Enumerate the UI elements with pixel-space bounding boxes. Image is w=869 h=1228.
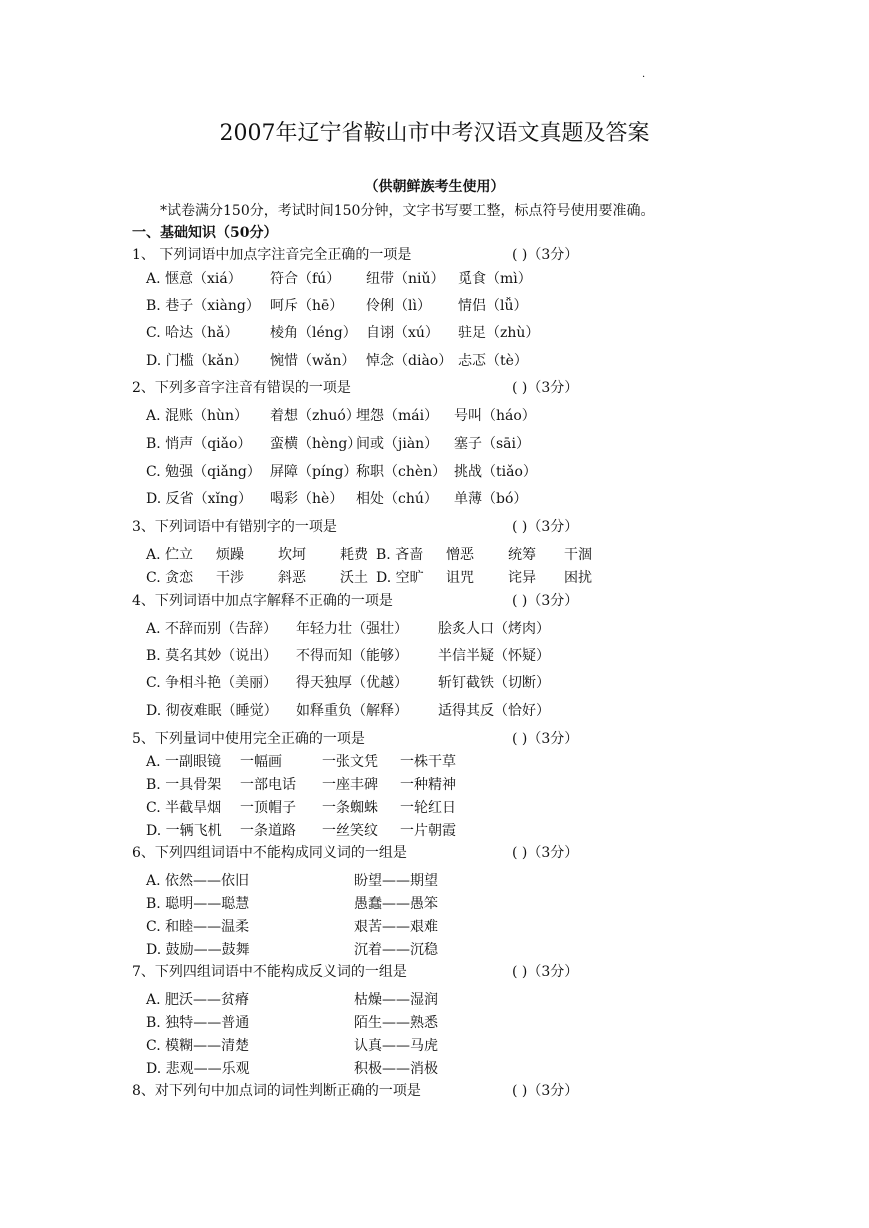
option-item: 单薄（bó）: [454, 491, 528, 507]
option-item: D. 彻夜难眠（睡觉）: [146, 703, 278, 719]
answer-bracket: ( )（3分）: [512, 380, 579, 396]
option-item: 悼念（diào）: [366, 353, 453, 369]
option-item: C. 半截旱烟: [146, 800, 222, 816]
question-5-stem: [132, 728, 652, 748]
option-item: C. 模糊——清楚: [146, 1038, 250, 1054]
option-item: C. 贪恋: [146, 570, 194, 586]
option-item: 愚蠢——愚笨: [354, 896, 438, 912]
option-item: D. 空旷: [376, 570, 424, 586]
option-item: 一丝笑纹: [322, 823, 378, 839]
option-item: D. 反省（xǐng）: [146, 491, 252, 507]
option-item: 驻足（zhù）: [458, 325, 540, 341]
option-item: C. 争相斗艳（美丽）: [146, 675, 278, 691]
option-item: 耗费: [340, 547, 368, 563]
option-item: B. 一具骨架: [146, 777, 222, 793]
option-item: 积极——消极: [354, 1061, 438, 1077]
option-item: 挑战（tiǎo）: [454, 464, 537, 480]
option-item: 烦躁: [216, 547, 244, 563]
question-3-stem: [132, 516, 652, 536]
option-item: 情侣（lǚ）: [458, 298, 528, 314]
option-item: 一顶帽子: [240, 800, 296, 816]
option-item: 伶俐（lì）: [366, 298, 431, 314]
answer-bracket: ( )（3分）: [512, 593, 579, 609]
option-item: 脍炙人口（烤肉）: [438, 621, 550, 637]
option-item: 干涸: [564, 547, 592, 563]
option-item: D. 鼓励——鼓舞: [146, 942, 250, 958]
question-2-stem: [132, 377, 652, 397]
option-item: B. 聪明——聪慧: [146, 896, 250, 912]
option-item: B. 独特——普通: [146, 1015, 250, 1031]
option-item: 纽带（niǔ）: [366, 271, 445, 287]
option-item: 如释重负（解释）: [296, 703, 408, 719]
option-item: 诅咒: [446, 570, 474, 586]
option-item: 一座丰碑: [322, 777, 378, 793]
option-item: 间或（jiàn）: [356, 436, 439, 452]
option-item: 蛮横（hèng）: [270, 436, 362, 452]
option-item: 一部电话: [240, 777, 296, 793]
option-item: 惋惜（wǎn）: [270, 353, 356, 369]
page-title: 2007年辽宁省鞍山市中考汉语文真题及答案: [219, 121, 650, 146]
option-item: 不得而知（能够）: [296, 648, 408, 664]
option-item: 斩钉截铁（切断）: [438, 675, 550, 691]
page-subtitle: （供朝鲜族考生使用）: [364, 179, 505, 195]
option-item: B. 莫名其妙（说出）: [146, 648, 278, 664]
option-item: 埋怨（mái）: [356, 408, 439, 424]
question-stem-text: 2、下列多音字注音有错误的一项是: [132, 380, 351, 396]
option-item: 忐忑（tè）: [458, 353, 528, 369]
question-stem-text: 1、 下列词语中加点字注音完全正确的一项是: [132, 247, 412, 263]
answer-bracket: ( )（3分）: [512, 964, 579, 980]
option-item: B. 巷子（xiàng）: [146, 298, 260, 314]
option-item: 半信半疑（怀疑）: [438, 648, 550, 664]
option-item: 坎坷: [278, 547, 306, 563]
option-item: 陌生——熟悉: [354, 1015, 438, 1031]
question-stem-text: 8、对下列句中加点词的词性判断正确的一项是: [132, 1083, 421, 1099]
option-item: A. 惬意（xiá）: [146, 271, 242, 287]
option-item: 一张文凭: [322, 754, 378, 770]
option-item: B. 吝啬: [376, 547, 424, 563]
option-item: 呵斥（hē）: [270, 298, 344, 314]
question-stem-text: 7、下列四组词语中不能构成反义词的一组是: [132, 964, 407, 980]
option-item: 一条道路: [240, 823, 296, 839]
option-item: 觅食（mì）: [458, 271, 532, 287]
option-item: 得天独厚（优越）: [296, 675, 408, 691]
option-item: 一幅画: [240, 754, 282, 770]
option-item: 着想（zhuó）: [270, 408, 360, 424]
option-item: C. 和睦——温柔: [146, 919, 250, 935]
option-item: 年轻力壮（强壮）: [296, 621, 408, 637]
option-item: 一片朝霞: [400, 823, 456, 839]
option-item: 屏障（píng）: [270, 464, 358, 480]
option-item: 一种精神: [400, 777, 456, 793]
page-dot: ·: [642, 72, 646, 83]
option-item: 统筹: [508, 547, 536, 563]
option-item: 斜恶: [278, 570, 306, 586]
option-item: 适得其反（恰好）: [438, 703, 550, 719]
question-6-stem: [132, 842, 652, 862]
option-item: 诧异: [508, 570, 536, 586]
option-item: C. 勉强（qiǎng）: [146, 464, 261, 480]
option-item: 憎恶: [446, 547, 474, 563]
option-item: 枯燥——湿润: [354, 992, 438, 1008]
option-item: 干涉: [216, 570, 244, 586]
option-item: A. 不辞而别（告辞）: [146, 621, 278, 637]
option-item: 沃土: [340, 570, 368, 586]
exam-note: *试卷满分150分，考试时间150分钟，文字书写要工整，标点符号使用要准确。: [160, 203, 655, 219]
option-item: 称职（chèn）: [356, 464, 447, 480]
question-4-stem: [132, 590, 652, 610]
question-8-stem: [132, 1080, 652, 1100]
option-item: D. 悲观——乐观: [146, 1061, 250, 1077]
option-item: A. 伫立: [146, 547, 194, 563]
option-item: 棱角（léng）: [270, 325, 357, 341]
question-7-stem: [132, 961, 652, 981]
option-item: 沉着——沉稳: [354, 942, 438, 958]
option-item: A. 一副眼镜: [146, 754, 222, 770]
option-item: 符合（fú）: [270, 271, 341, 287]
option-item: 一轮红日: [400, 800, 456, 816]
question-1-stem: [132, 244, 652, 264]
option-item: 盼望——期望: [354, 873, 438, 889]
option-item: D. 一辆飞机: [146, 823, 222, 839]
option-item: 自诩（xú）: [366, 325, 439, 341]
option-item: 认真——马虎: [354, 1038, 438, 1054]
answer-bracket: ( )（3分）: [512, 731, 579, 747]
question-stem-text: 3、下列词语中有错别字的一项是: [132, 519, 337, 535]
answer-bracket: ( )（3分）: [512, 1083, 579, 1099]
option-item: A. 依然——依旧: [146, 873, 250, 889]
option-item: 号叫（háo）: [454, 408, 536, 424]
option-item: 相处（chú）: [356, 491, 438, 507]
option-item: A. 肥沃——贫瘠: [146, 992, 250, 1008]
option-item: 一株干草: [400, 754, 456, 770]
question-stem-text: 6、下列四组词语中不能构成同义词的一组是: [132, 845, 407, 861]
answer-bracket: ( )（3分）: [512, 845, 579, 861]
answer-bracket: ( )（3分）: [512, 247, 579, 263]
option-item: D. 门槛（kǎn）: [146, 353, 248, 369]
answer-bracket: ( )（3分）: [512, 519, 579, 535]
question-stem-text: 4、下列词语中加点字解释不正确的一项是: [132, 593, 393, 609]
option-item: 塞子（sāi）: [454, 436, 531, 452]
option-item: B. 悄声（qiǎo）: [146, 436, 252, 452]
question-stem-text: 5、下列量词中使用完全正确的一项是: [132, 731, 365, 747]
option-item: 一条蜘蛛: [322, 800, 378, 816]
option-item: A. 混账（hùn）: [146, 408, 249, 424]
option-item: 困扰: [564, 570, 592, 586]
option-item: 艰苦——艰难: [354, 919, 438, 935]
option-item: 喝彩（hè）: [270, 491, 344, 507]
section-heading: 一、基础知识（50分）: [132, 225, 278, 241]
option-item: C. 哈达（hǎ）: [146, 325, 239, 341]
